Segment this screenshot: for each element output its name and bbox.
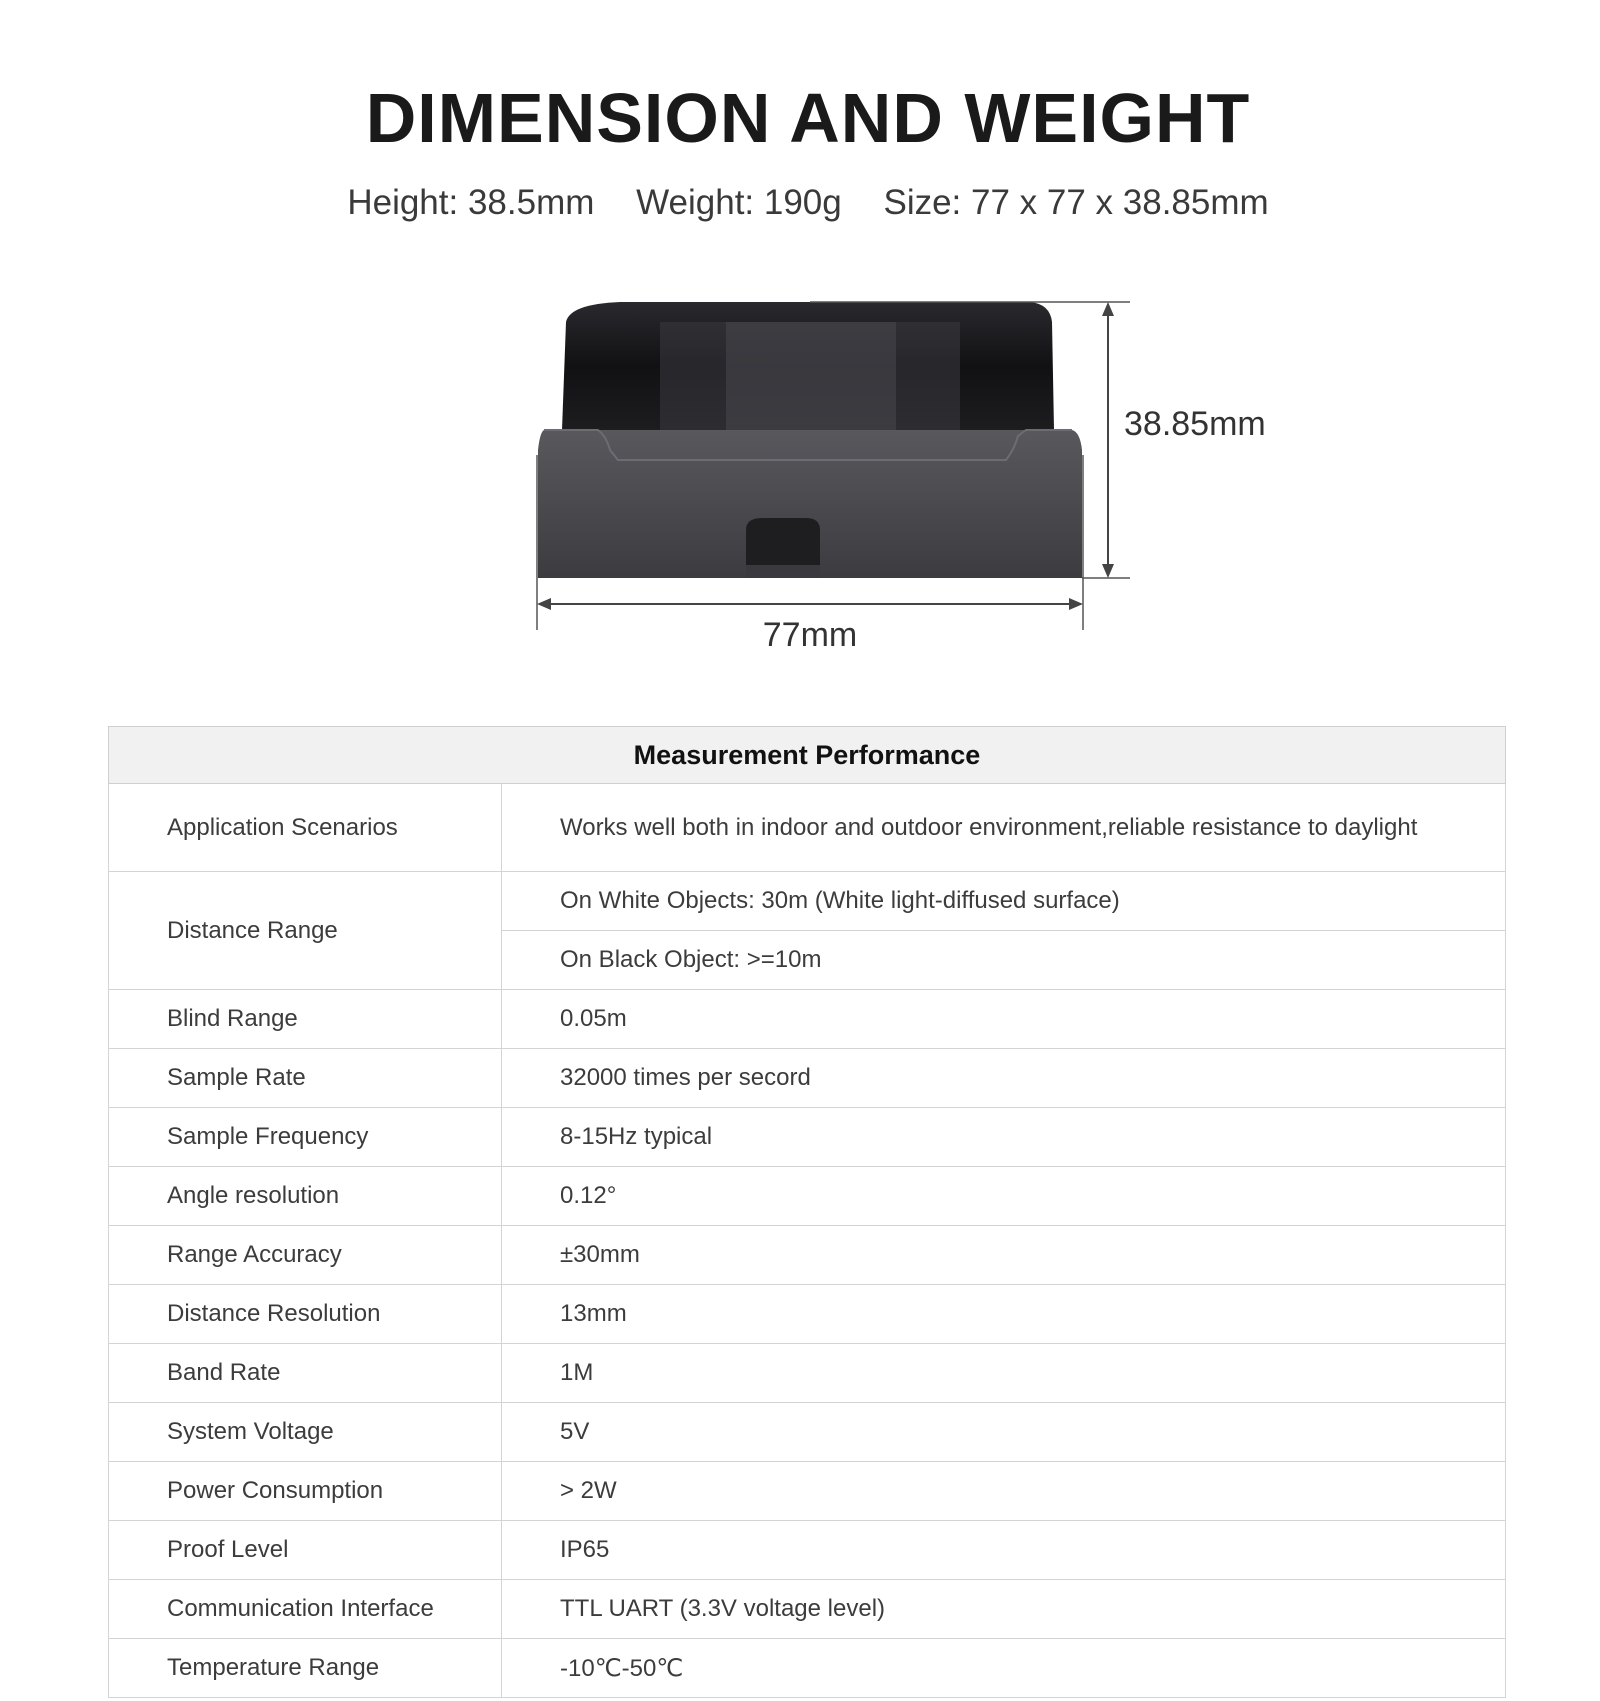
row-label: Blind Range — [109, 990, 502, 1049]
size-spec: Size: 77 x 77 x 38.85mm — [883, 183, 1269, 222]
page-title: DIMENSION AND WEIGHT — [365, 79, 1251, 157]
height-spec: Height: 38.5mm — [347, 183, 595, 222]
table-row — [109, 1049, 1506, 1108]
row-value: 1M — [502, 1344, 1506, 1403]
row-label: Angle resolution — [109, 1167, 502, 1226]
row-value: TTL UART (3.3V voltage level) — [502, 1580, 1506, 1639]
row-value: 13mm — [502, 1285, 1506, 1344]
row-label: Distance Resolution — [109, 1285, 502, 1344]
measurement-performance-table — [108, 726, 1506, 1698]
spec-summary — [0, 183, 1600, 223]
row-label: Temperature Range — [109, 1639, 502, 1698]
table-row — [109, 1226, 1506, 1285]
weight-spec: Weight: 190g — [636, 183, 842, 222]
row-label: Application Scenarios — [109, 784, 502, 872]
row-value: IP65 — [502, 1521, 1506, 1580]
row-label: Sample Frequency — [109, 1108, 502, 1167]
table-row — [109, 1580, 1506, 1639]
width-dimension-label: 77mm — [762, 616, 858, 654]
table-row — [109, 1462, 1506, 1521]
table-row — [109, 1403, 1506, 1462]
row-label: Sample Rate — [109, 1049, 502, 1108]
height-dimension-label: 38.85mm — [1124, 405, 1266, 443]
table-row — [109, 1639, 1506, 1698]
table-row — [109, 1285, 1506, 1344]
table-row — [109, 872, 1506, 931]
row-label: Communication Interface — [109, 1580, 502, 1639]
table-row — [109, 990, 1506, 1049]
row-label: Proof Level — [109, 1521, 502, 1580]
table-header: Measurement Performance — [109, 727, 1506, 784]
row-value: 5V — [502, 1403, 1506, 1462]
row-value: > 2W — [502, 1462, 1506, 1521]
row-value: 0.12° — [502, 1167, 1506, 1226]
row-label: Power Consumption — [109, 1462, 502, 1521]
row-value: 0.05m — [502, 990, 1506, 1049]
row-value: -10℃-50℃ — [502, 1639, 1506, 1698]
table-row — [109, 1521, 1506, 1580]
row-value: 32000 times per secord — [502, 1049, 1506, 1108]
row-value: On Black Object: >=10m — [502, 931, 1506, 990]
row-label: Range Accuracy — [109, 1226, 502, 1285]
row-label: System Voltage — [109, 1403, 502, 1462]
lidar-illustration — [510, 290, 1310, 670]
row-value: On White Objects: 30m (White light-diffused surface) — [502, 872, 1506, 931]
row-value: ±30mm — [502, 1226, 1506, 1285]
row-value: Works well both in indoor and outdoor environment,reliable resistance to daylight — [502, 784, 1506, 872]
row-label: Band Rate — [109, 1344, 502, 1403]
table-row — [109, 1167, 1506, 1226]
table-row — [109, 1344, 1506, 1403]
row-label: Distance Range — [109, 872, 502, 990]
row-value: 8-15Hz typical — [502, 1108, 1506, 1167]
table-row — [109, 1108, 1506, 1167]
product-dimension-drawing — [510, 290, 1310, 670]
table-row — [109, 784, 1506, 872]
